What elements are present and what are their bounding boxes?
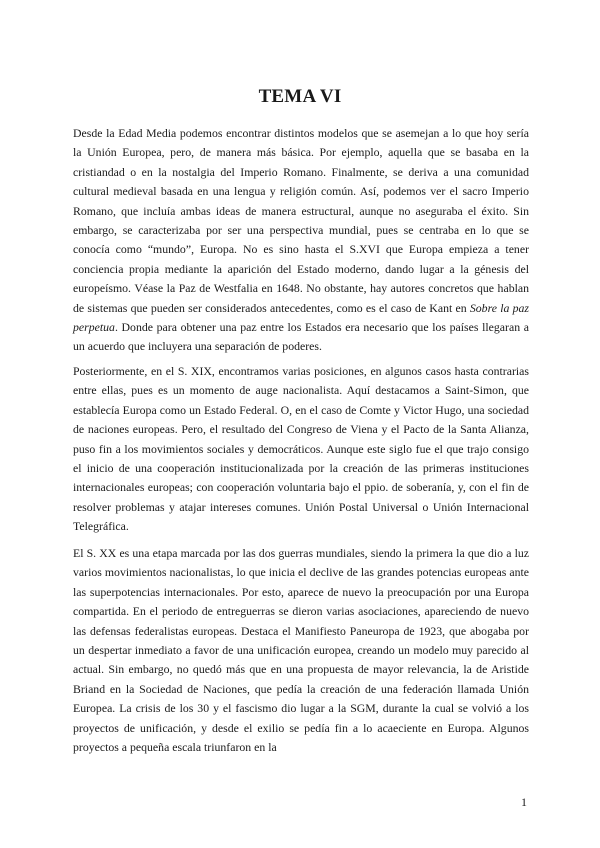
page-number: 1 <box>521 795 527 809</box>
paragraph-19th-century: Posteriormente, en el S. XIX, encontramos varias posiciones, en algunos casos hasta contrarias entre ellas, pues es un momento de auge nacionalista. Aquí destacamos a Saint-Simon, que establecía Europa como un Estado Federal. O, en el caso de Comte y Victor Hugo, una sociedad de naciones europeas. Pero, el resultado del Congreso de Viena y el Pacto de la Santa Alianza, puso fin a los movimientos sociales y democráticos. Aunque este siglo fue el que trajo consigo el inicio de una cooperación institucionalizada por la creación de las primeras instituciones internacionales europeas; con cooperación voluntaria bajo el ppio. de soberanía, y, con el fin de resolver problemas y atajar intereses comunes. Unión Postal Universal o Unión Internacional Telegráfica. <box>73 364 529 534</box>
paragraph-20th-century: El S. XX es una etapa marcada por las dos guerras mundiales, siendo la primera la que dio a luz varios movimientos nacionalistas, lo que inicia el declive de las grandes potencias europeas ante las superpotencias internacionales. Por esto, aparece de nuevo la preocupación por una Europa compartida. En el periodo de entreguerras se dieron varias asociaciones, apareciendo de nuevo las defensas federalistas europeas. Destaca el Manifiesto Paneuropa de 1923, que abogaba por un despertar inmediato a favor de una unificación europea, creando un modelo muy parecido al actual. Sin embargo, no quedó más que en una propuesta de mayor relevancia, la de Aristide Briand en la Sociedad de Naciones, que pedía la creación de una federación llamada Unión Europea. La crisis de los 30 y el fascismo dio lugar a la SGM, durante la cual se volvió a los proyectos de unificación, y desde el exilio se pedía fin a lo acaeciente en Europa. Algunos proyectos a pequeña escala triunfaron en la <box>73 546 529 755</box>
italic-book-title: Sobre la paz perpetua <box>73 300 530 335</box>
paragraph-text-continued: . Donde para obtener una paz entre los Estados era necesario que los países llegaran a un acuerdo que incluyera una separación de poderes. <box>73 320 529 354</box>
paragraph-text: Desde la Edad Media podemos encontrar distintos modelos que se asemejan a lo que hoy sería la Unión Europea, pero, de manera más básica. Por ejemplo, aquella que se basaba en la cristiandad o en la nostalgia del Imperio Romano. Finalmente, se deriva a una comunidad cultural medieval basada en una lengua y religión común. Así, podemos ver el sacro Imperio Romano, que incluía ambas ideas de manera estructural, aunque no aseguraba el éxito. Sin embargo, se caracterizaba por ser una perspectiva mundial, pues se centraba en lo que se conocía como “mundo”, Europa. No es sino hasta el S.XVI que Europa empieza a tener conciencia propia mediante la aparición del Estado moderno, dando lugar a la génesis del europeísmo. Véase la Paz de Westfalia en 1648. No obstante, hay autores concretos que hablan de sistemas que pueden ser considerados antecedentes, como es el caso de Kant en <box>73 126 529 315</box>
paragraph-middle-ages <box>73 124 529 357</box>
page-title: TEMA VI <box>258 86 342 107</box>
